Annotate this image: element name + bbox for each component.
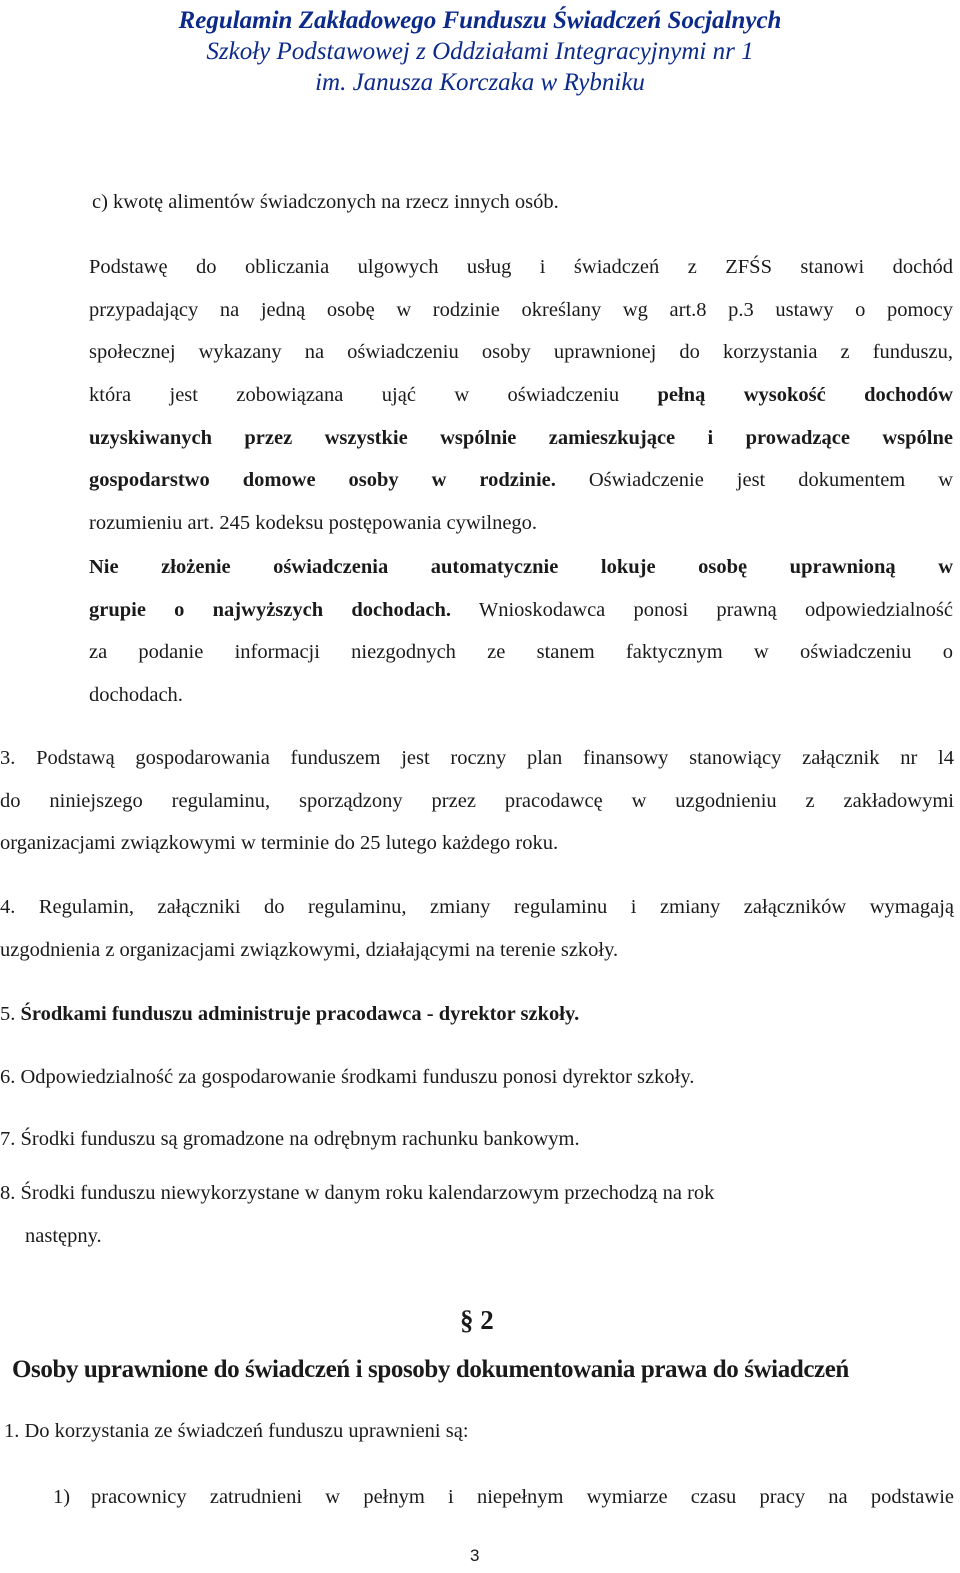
text-line: do niniejszego regulaminu, sporządzony przez pracodawcę w uzgodnieniu z zakładowymi [0, 789, 954, 812]
text-line: rozumieniu art. 245 kodeksu postępowania cywilnego. [89, 512, 538, 535]
text-line: za podanie informacji niezgodnych ze stanem faktycznym w oświadczeniu o [89, 641, 953, 664]
point-6: 6. Odpowiedzialność za gospodarowanie środkami funduszu ponosi dyrektor szkoły. [0, 1066, 695, 1088]
point-4 [0, 886, 954, 971]
header-patron: im. Janusza Korczaka w Rybniku [315, 69, 645, 96]
text-span: Wnioskodawca ponosi prawną odpowiedzialność [451, 598, 953, 621]
text-span: która jest zobowiązana ująć w oświadczeniu [89, 384, 658, 407]
bold-text: gospodarstwo domowe osoby w rodzinie. [89, 469, 556, 492]
list-item-c: c) kwotę alimentów świadczonych na rzecz innych osób. [92, 191, 559, 213]
text-line: następny. [25, 1224, 102, 1247]
point-5 [0, 993, 579, 1035]
section2-subitem-text: pracownicy zatrudnieni w pełnym i niepełnym wymiarze czasu pracy na podstawie [91, 1486, 954, 1508]
text-line: 4. Regulamin, załączniki do regulaminu, zmiany regulaminu i zmiany załączników wymagają [0, 896, 954, 918]
bold-text: uzyskiwanych przez wszystkie wspólnie zamieszkujące i prowadzące wspólne [89, 426, 953, 449]
bold-text: pełną wysokość dochodów [657, 384, 953, 407]
bold-text: Środkami funduszu administruje pracodawca - dyrektor szkoły. [20, 1003, 580, 1025]
text-line: dochodach. [89, 684, 183, 707]
section2-subitem-number: 1) [53, 1486, 71, 1508]
text-line [89, 374, 953, 417]
text-line: społecznej wykazany na oświadczeniu osoby uprawnionej do korzystania z funduszu, [89, 341, 953, 364]
point-8 [0, 1172, 714, 1257]
header-title: Regulamin Zakładowego Funduszu Świadczeń Socjalnych [178, 7, 782, 34]
point-7: 7. Środki funduszu są gromadzone na odrębnym rachunku bankowym. [0, 1128, 580, 1150]
section-title: Osoby uprawnione do świadczeń i sposoby dokumentowania prawa do świadczeń [12, 1356, 849, 1383]
text-line: Podstawę do obliczania ulgowych usług i świadczeń z ZFŚS stanowi dochód [89, 256, 953, 278]
text-line [89, 459, 953, 502]
bold-text: grupie o najwyższych dochodach. [89, 598, 452, 621]
page-number: 3 [470, 1546, 480, 1565]
bold-text: Nie złożenie oświadczenia automatycznie lokuje osobę uprawnioną w [89, 556, 953, 578]
text-span: Oświadczenie jest dokumentem w [555, 469, 954, 492]
text-line: przypadający na jedną osobę w rodzinie określany wg art.8 p.3 ustawy o pomocy [89, 298, 953, 321]
point-3 [0, 737, 954, 865]
list-number: 5. [0, 1003, 21, 1025]
text-line [89, 417, 953, 460]
text-line: uzgodnienia z organizacjami związkowymi, działającymi na terenie szkoły. [0, 938, 619, 961]
section2-point-1: 1. Do korzystania ze świadczeń funduszu uprawnieni są: [4, 1420, 469, 1442]
text-line: organizacjami związkowymi w terminie do 25 lutego każdego roku. [0, 832, 559, 854]
header-school: Szkoły Podstawowej z Oddziałami Integracyjnymi nr 1 [206, 38, 754, 65]
non-submission-paragraph [89, 546, 953, 717]
section-number: § 2 [460, 1305, 494, 1335]
text-line: 8. Środki funduszu niewykorzystane w danym roku kalendarzowym przechodzą na rok [0, 1182, 715, 1204]
basis-paragraph [89, 246, 953, 545]
text-line [89, 589, 953, 632]
text-line: 3. Podstawą gospodarowania funduszem jest roczny plan finansowy stanowiący załącznik nr l4 [0, 747, 954, 769]
text-line [89, 546, 953, 589]
